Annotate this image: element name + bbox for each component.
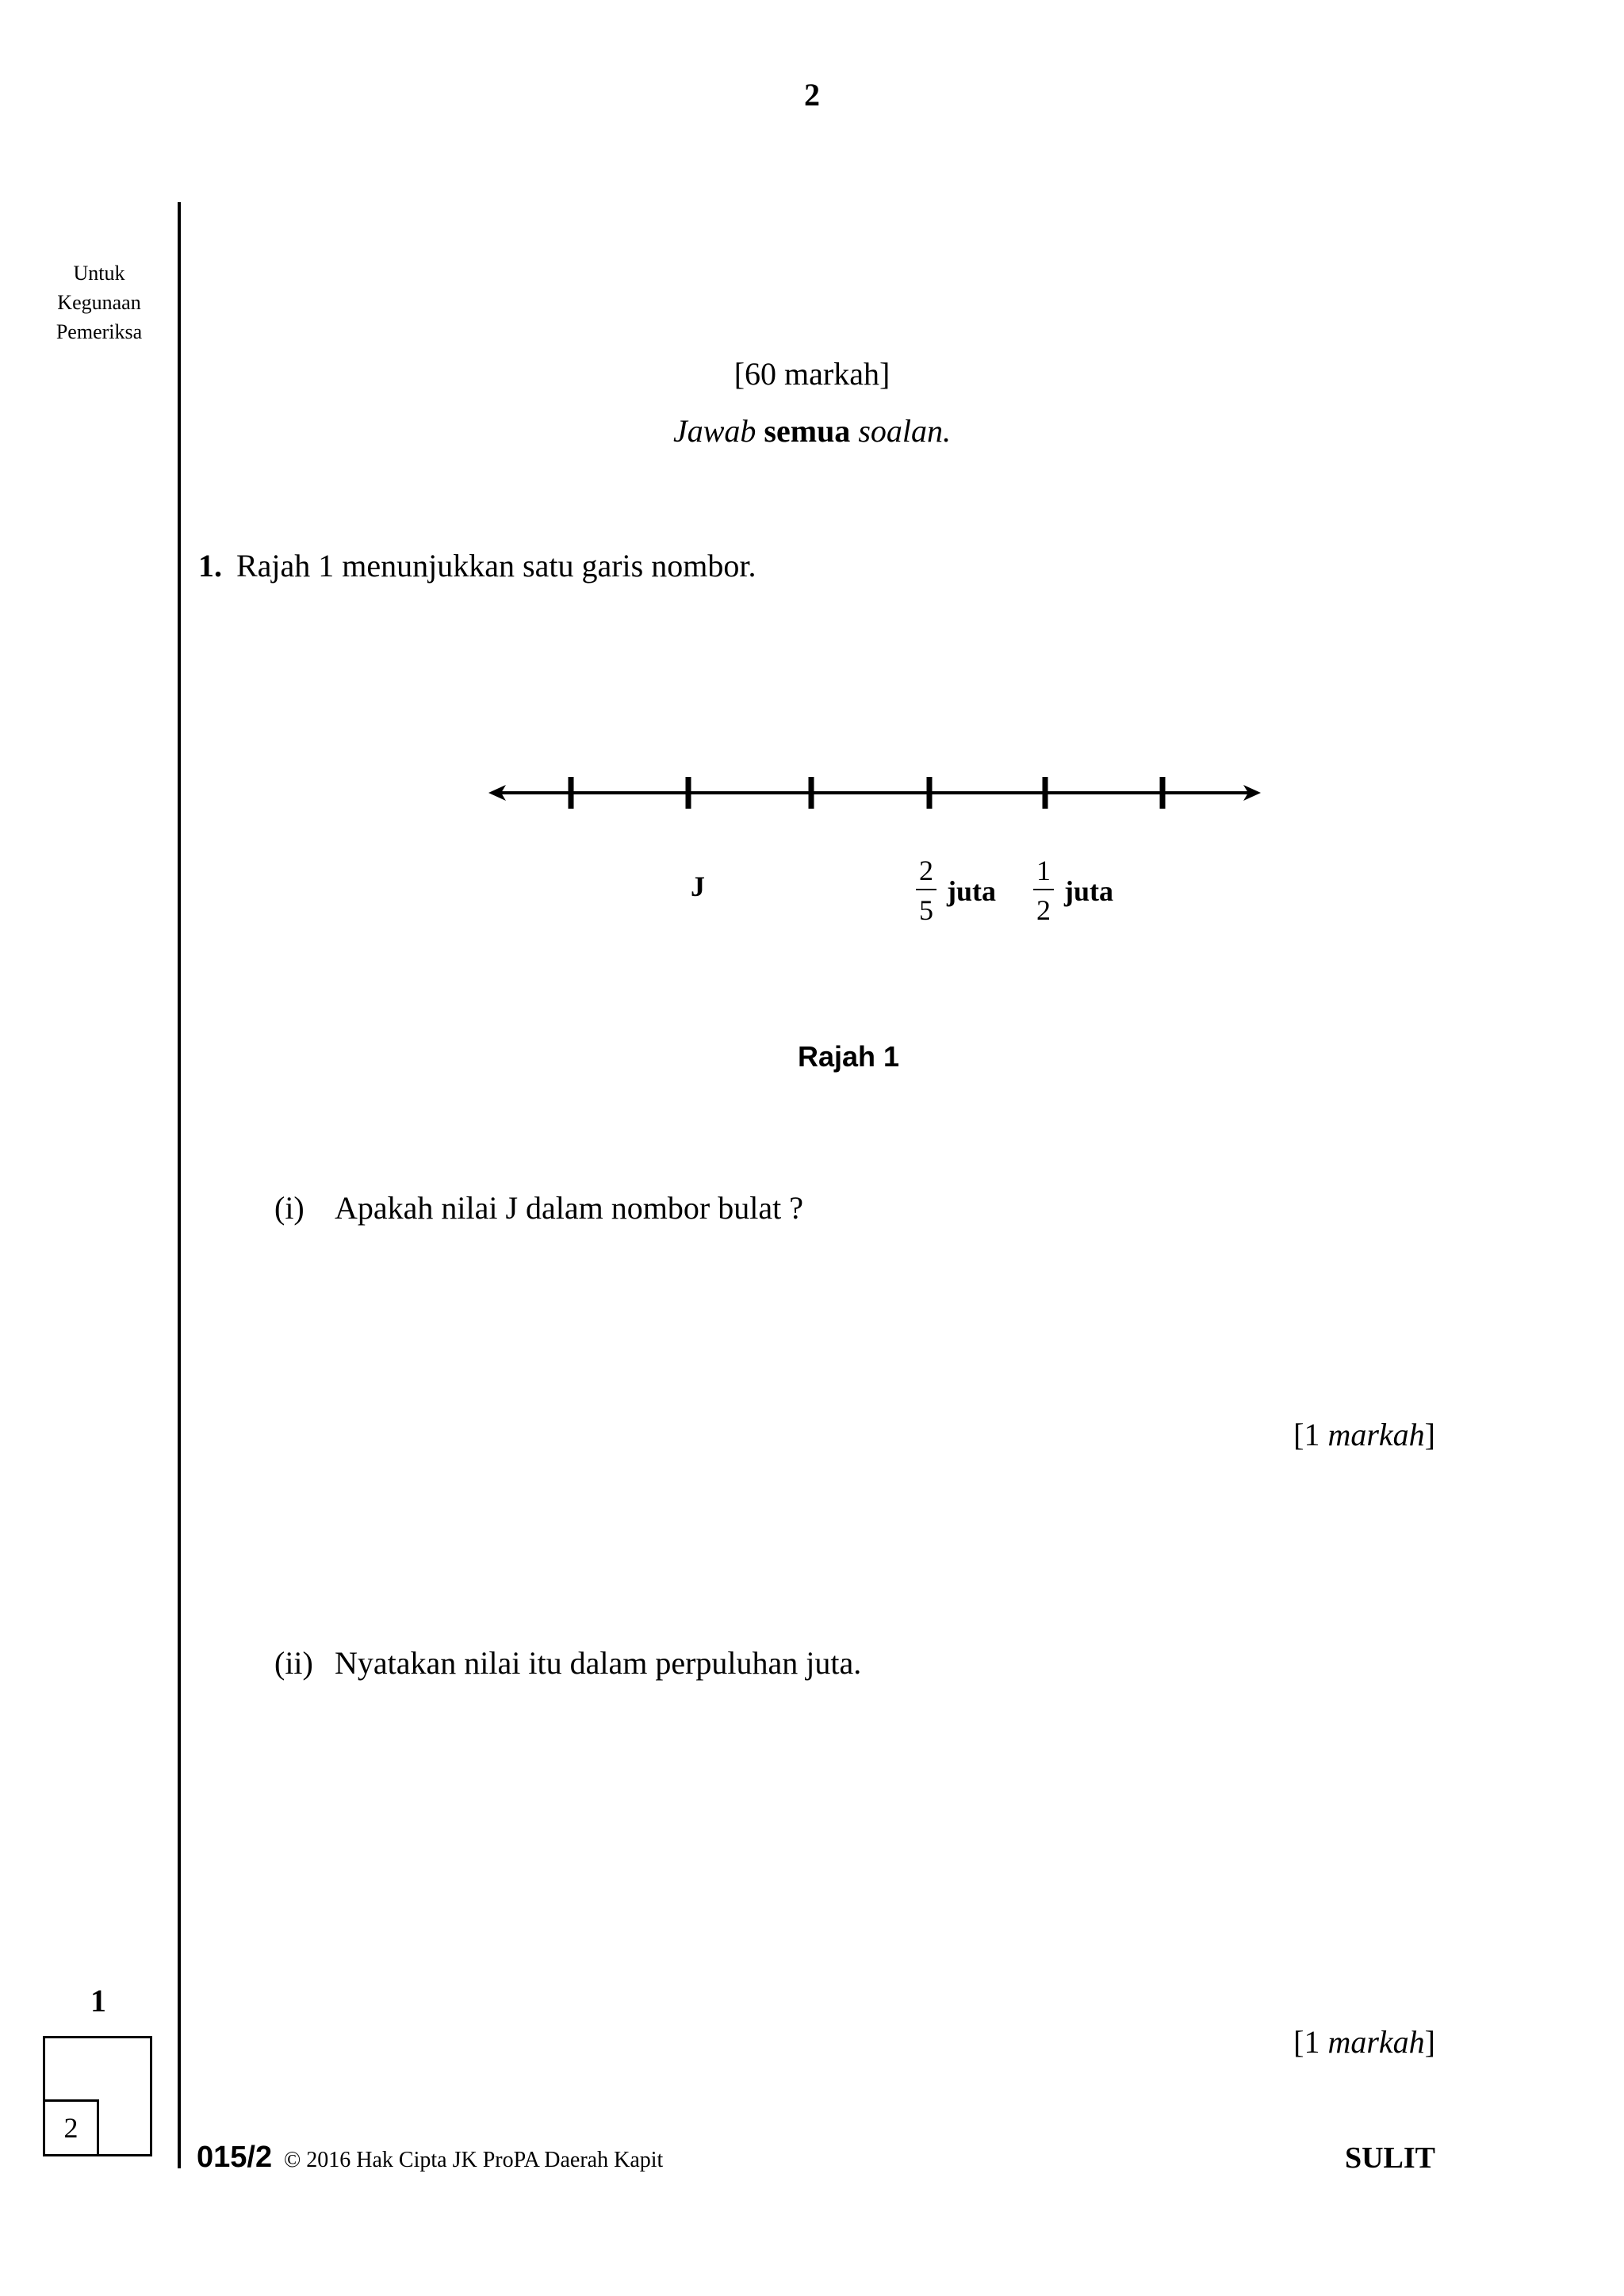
sub-question-i-text: Apakah nilai J dalam nombor bulat ? [335, 1190, 803, 1226]
examiner-use-note [40, 258, 159, 346]
sub-question-ii-text: Nyatakan nilai itu dalam perpuluhan juta. [335, 1645, 862, 1681]
marks-i-close: ] [1424, 1417, 1435, 1452]
instruction-part-3: soalan. [858, 413, 951, 449]
question-number: 1. [198, 548, 222, 584]
marks-i-word: markah [1327, 1417, 1425, 1452]
marks-ii-open: [1 [1293, 2024, 1328, 2060]
paper-code: 015/2 [197, 2141, 273, 2174]
label-J: J [691, 871, 705, 902]
fraction-1-denominator: 5 [919, 894, 933, 926]
sub-question-ii [274, 1644, 861, 1682]
score-max-marks: 2 [43, 2099, 99, 2156]
figure-caption: Rajah 1 [797, 1040, 900, 1073]
sub-question-i-label: (i) [274, 1190, 304, 1226]
fraction-1-unit: juta [947, 875, 996, 907]
question-1-stem [198, 547, 756, 584]
section-marks-total: [60 markah] [733, 356, 891, 392]
page-number: 2 [804, 77, 820, 113]
question-text: Rajah 1 menunjukkan satu garis nombor. [236, 548, 756, 584]
marks-ii-word: markah [1327, 2024, 1425, 2060]
instruction-part-2: semua [764, 413, 851, 449]
sub-question-ii-label: (ii) [274, 1645, 313, 1681]
margin-divider [178, 202, 181, 2168]
fraction-1-numerator: 2 [919, 855, 933, 886]
number-line-figure [476, 761, 1269, 951]
fraction-2-denominator: 2 [1036, 894, 1051, 926]
marks-i-open: [1 [1293, 1417, 1328, 1452]
examiner-note-line-2: Kegunaan [57, 291, 141, 314]
sub-question-i [274, 1189, 803, 1226]
sub-question-ii-marks [1293, 2023, 1435, 2061]
section-instruction [0, 412, 1624, 450]
examiner-note-line-1: Untuk [73, 262, 125, 285]
instruction-part-1: Jawab [672, 413, 756, 449]
marks-ii-close: ] [1424, 2024, 1435, 2060]
classification-label: SULIT [1344, 2141, 1435, 2175]
copyright-notice: © 2016 Hak Cipta JK ProPA Daerah Kapit [284, 2148, 664, 2172]
score-question-number: 1 [90, 1983, 106, 2019]
examiner-note-line-3: Pemeriksa [56, 320, 143, 343]
sub-question-i-marks [1293, 1416, 1435, 1453]
fraction-2-unit: juta [1064, 875, 1113, 907]
fraction-2-numerator: 1 [1036, 855, 1051, 886]
